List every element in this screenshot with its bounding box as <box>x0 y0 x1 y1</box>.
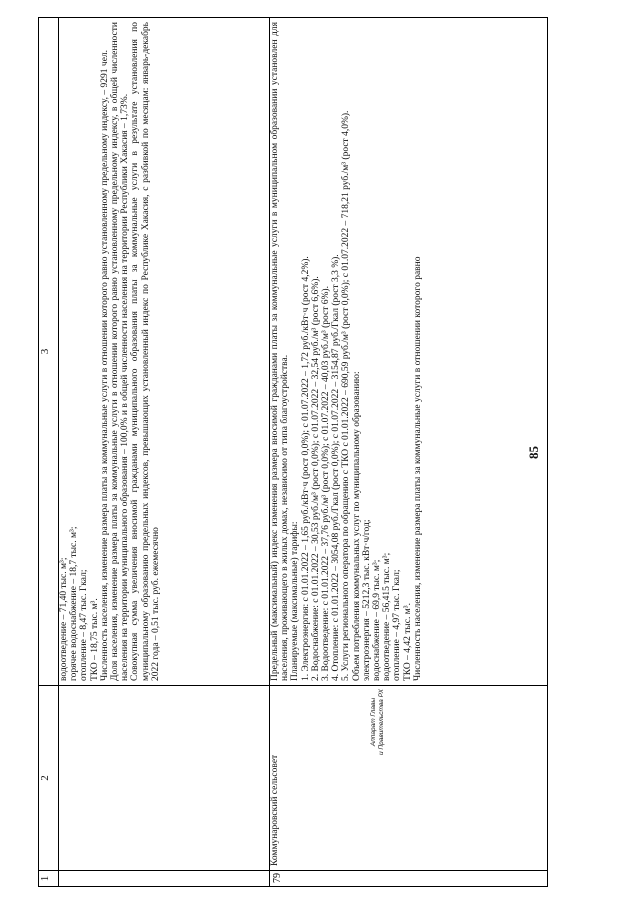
text-line: отопление – 8,47 тыс. Гкал; <box>79 569 90 681</box>
text-line: водоотведение – 56,415 тыс. м³; <box>382 552 393 681</box>
text-line: отопление – 4,97 тыс. Гкал; <box>392 569 403 681</box>
text-line: Численность населения, изменение размера платы за коммунальные услуги в отношении которого равно установленному предельному индексу, – 9291 чел. <box>99 49 110 681</box>
text-line: водоснабжение – 69,9 тыс. м³; <box>372 559 383 681</box>
text-line: Совокупная сумма увеличения вносимой гражданами муниципального образования платы за коммунальные услуги в результате установления по муниципальному образованию предельных индексов, превышающих установленный индекс по Республике Хакасия, с разбивкой по месяцам: январь-декабрь 2022 года – 0,51 тыс. руб. ежемесячно <box>130 22 161 681</box>
text-line: Предельный (максимальный) индекс изменения размера вносимой гражданами платы за коммунальные услуги в муниципальном образовании установлен для населения, проживающего в жилых домах, независимо от типа благоустройства. <box>270 22 291 681</box>
text-line: Планируемые (максимальные) тарифы: <box>290 521 301 681</box>
page-number: 85 <box>526 446 541 459</box>
stamp <box>370 689 386 755</box>
text-line: ТКО – 18,75 тыс. м³. <box>89 598 100 681</box>
table-header-row <box>39 18 59 887</box>
text-line: 2. Водоснабжение: с 01.01.2022 – 30,53 руб./м³ (рост 0,0%); с 01.07.2022 – 32,54 руб./м³ (рост 6,6%). <box>310 276 321 681</box>
row-b-content <box>270 18 548 686</box>
stamp-line-2: и Правительства РХ <box>378 689 385 755</box>
text-line: 1. Электроэнергия: с 01.01.2022 – 1,65 руб./кВт·ч (рост 0,0%); с 01.07.2022 – 1,72 руб./кВт·ч (рост 4,2%). <box>300 256 311 681</box>
row-a-content <box>59 18 270 686</box>
text-line: электроэнергия – 5212,3 тыс. кВт·ч/год; <box>361 519 372 681</box>
header-col-1: 1 <box>39 871 59 887</box>
row-a-name <box>59 686 270 871</box>
tariff-table <box>38 17 548 887</box>
row-b-number: 79 <box>270 871 548 887</box>
text-line: горячее водоснабжение – 18,7 тыс. м³; <box>69 526 80 681</box>
row-b-name: Коммунаровский сельсовет <box>270 686 548 871</box>
text-line: водоотведение – 71,40 тыс. м³; <box>59 557 69 681</box>
header-col-3: 3 <box>39 18 59 686</box>
table-row-79 <box>270 18 548 887</box>
text-line: 3. Водоотведение: с 01.01.2022 – 37,76 руб./м³ (рост 0,0%); с 01.07.2022 – 40,03 руб./м³ (рост 6%). <box>321 286 332 681</box>
text-line: Объем потребления коммунальных услуг по муниципальному образованию: <box>351 371 362 681</box>
table-row-continued <box>59 18 270 887</box>
text-line: 5. Услуги регионального оператора по обращению с ТКО с 01.01.2022 – 690,59 руб./м³ (рост 0,0%); с 01.07.2022 – 718,21 руб./м³ (рост 4,0%). <box>341 110 352 681</box>
text-line: Численность населения, изменение размера платы за коммунальные услуги в отношении которого равно <box>412 256 423 681</box>
stamp-line-1: Аппарат Главы <box>370 697 377 747</box>
row-a-number <box>59 871 270 887</box>
text-line: Доля населения, изменение размера платы за коммунальные услуги в отношении которого равно установленному предельному индексу, в общей численности населения на территории муниципального образования – 100,0% и в общей численности населения на территории Республики Хакасия – 1,73%. <box>110 22 131 681</box>
header-col-2: 2 <box>39 686 59 871</box>
text-line: ТКО – 4,42 тыс. м³. <box>402 603 413 681</box>
text-line: 4. Отопление: с 01.01.2022 – 3054,08 руб./Гкал (рост 0,0%); с 01.07.2022 – 3154,87 руб./Гкал (рост 3,3 %). <box>331 254 342 681</box>
